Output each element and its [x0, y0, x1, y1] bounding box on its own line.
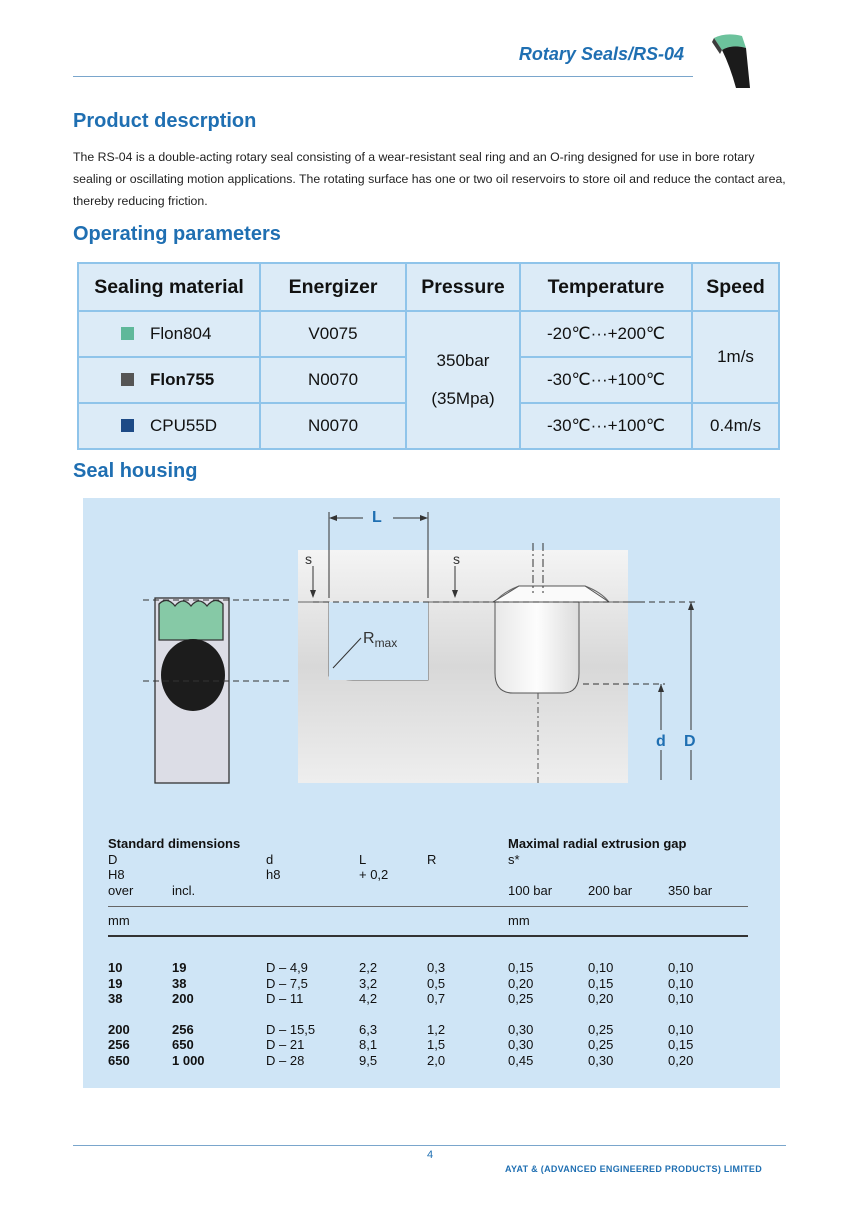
col-350bar: 350 bar [668, 883, 713, 898]
col-H8-label: H8 [108, 867, 125, 882]
pressure-value: 350bar [436, 351, 490, 370]
dim-cell-s-100bar: 0,25 [508, 991, 534, 1006]
col-pressure: Pressure [406, 263, 520, 311]
temperature-cell: -20℃···+200℃ [520, 311, 692, 357]
extrusion-gap-title: Maximal radial extrusion gap [508, 836, 687, 851]
col-incl-label: incl. [172, 883, 196, 898]
dim-cell-s-200bar: 0,20 [588, 991, 614, 1006]
dim-cell-d: D – 4,9 [266, 960, 308, 975]
dim-cell-s-100bar: 0,20 [508, 975, 534, 991]
dim-cell-incl: 38 [172, 975, 187, 991]
col-200bar: 200 bar [588, 883, 633, 898]
header-title: Rotary Seals/RS-04 [518, 44, 684, 64]
label-d: d [656, 733, 666, 750]
dim-cell-R: 1,5 [427, 1037, 446, 1052]
header-divider [73, 76, 693, 77]
material-name: Flon755 [150, 370, 215, 389]
label-s-right: s [453, 551, 460, 567]
seal-housing-panel [83, 498, 780, 1088]
housing-body [298, 543, 628, 783]
dim-cell-s-200bar: 0,10 [588, 960, 614, 975]
dim-cell-s-350bar: 0,10 [668, 991, 694, 1006]
dim-cell-incl: 19 [172, 960, 187, 975]
material-swatch-icon [121, 373, 134, 386]
seal-housing-heading: Seal housing [73, 460, 198, 482]
col-s-label: s* [508, 852, 520, 867]
dim-cell-R: 0,7 [427, 991, 446, 1006]
col-L-label: L [359, 852, 367, 867]
material-cell [78, 311, 260, 357]
label-s-left: s [305, 551, 312, 567]
material-cell [78, 403, 260, 449]
dim-cell-L: 3,2 [359, 975, 378, 991]
col-temperature: Temperature [520, 263, 692, 311]
dim-cell-d: D – 28 [266, 1052, 305, 1068]
col-L-tolerance: + 0,2 [359, 867, 389, 882]
dimensions-title: Standard dimensions [108, 836, 241, 851]
dim-cell-d: D – 11 [266, 991, 304, 1006]
dim-cell-R: 2,0 [427, 1052, 446, 1068]
dim-cell-s-350bar: 0,10 [668, 960, 694, 975]
label-D: D [684, 733, 696, 750]
dim-cell-s-350bar: 0,15 [668, 1037, 694, 1052]
dim-cell-over: 19 [108, 975, 123, 991]
dim-cell-incl: 1 000 [172, 1052, 205, 1068]
dim-cell-over: 38 [108, 991, 123, 1006]
dim-cell-over: 10 [108, 960, 123, 975]
dim-cell-L: 2,2 [359, 960, 378, 975]
col-sealing-material: Sealing material [78, 263, 260, 311]
material-cell [78, 357, 260, 403]
dim-cell-s-100bar: 0,45 [508, 1052, 534, 1068]
table-header-row [78, 263, 779, 311]
dim-cell-d: D – 21 [266, 1037, 305, 1052]
unit-mm-left: mm [108, 913, 130, 928]
company-name: AYAT & (ADVANCED ENGINEERED PRODUCTS) LIMITED [505, 1164, 763, 1174]
label-r-subscript: max [374, 636, 398, 650]
seal-profile-icon [706, 30, 756, 90]
energizer-cell: V0075 [260, 311, 406, 357]
material-name: Flon804 [150, 324, 212, 343]
material-name: CPU55D [150, 416, 218, 435]
label-L: L [372, 509, 382, 526]
col-speed: Speed [692, 263, 779, 311]
dim-cell-s-100bar: 0,30 [508, 1037, 534, 1052]
pressure-cell [406, 311, 520, 449]
col-energizer: Energizer [260, 263, 406, 311]
dim-cell-incl: 256 [172, 1021, 194, 1037]
dim-cell-s-200bar: 0,15 [588, 975, 614, 991]
dim-cell-s-100bar: 0,15 [508, 960, 534, 975]
dim-cell-over: 256 [108, 1037, 130, 1052]
unit-mm-right: mm [508, 913, 530, 928]
product-description-heading: Product descrption [73, 110, 257, 132]
temperature-cell: -30℃···+100℃ [520, 403, 692, 449]
divider [108, 906, 748, 907]
dim-cell-s-350bar: 0,10 [668, 975, 694, 991]
material-swatch-icon [121, 419, 134, 432]
col-h8-label: h8 [266, 867, 281, 882]
dim-cell-s-350bar: 0,20 [668, 1052, 694, 1068]
dim-cell-d: D – 7,5 [266, 975, 308, 991]
page-number: 4 [427, 1149, 434, 1161]
dim-cell-s-200bar: 0,25 [588, 1021, 614, 1037]
seal-cross-section [155, 598, 229, 783]
col-R-label: R [427, 852, 437, 867]
dim-cell-over: 650 [108, 1052, 130, 1068]
dim-cell-R: 0,5 [427, 975, 446, 991]
col-over-label: over [108, 883, 134, 898]
dim-cell-L: 4,2 [359, 991, 378, 1006]
table-row [78, 311, 779, 357]
divider [108, 935, 748, 937]
energizer-cell: N0070 [260, 403, 406, 449]
operating-parameters-table [77, 262, 780, 450]
dim-cell-L: 6,3 [359, 1021, 378, 1037]
energizer-cell: N0070 [260, 357, 406, 403]
col-D-label: D [108, 852, 118, 867]
label-r: R [363, 630, 375, 647]
dim-cell-R: 0,3 [427, 960, 446, 975]
pressure-mpa: (35Mpa) [431, 389, 495, 408]
speed-cell: 0.4m/s [692, 403, 779, 449]
dim-cell-s-350bar: 0,10 [668, 1021, 694, 1037]
dim-cell-incl: 200 [172, 991, 194, 1006]
dim-cell-d: D – 15,5 [266, 1021, 316, 1037]
operating-parameters-heading: Operating parameters [73, 223, 281, 245]
product-description-text: The RS-04 is a double-acting rotary seal consisting of a wear-resistant seal ring and an O-ring designed for use in bore rotary sealing or oscillating motion applications. The rotating surface has one or two oil reservoirs to store oil and reduce the contact area, thereby reducing friction. [73, 150, 786, 208]
dim-cell-L: 8,1 [359, 1037, 378, 1052]
dim-cell-s-100bar: 0,30 [508, 1021, 534, 1037]
dim-cell-s-200bar: 0,25 [588, 1037, 614, 1052]
dim-cell-L: 9,5 [359, 1052, 378, 1068]
dim-cell-s-200bar: 0,30 [588, 1052, 614, 1068]
col-d-label: d [266, 852, 274, 867]
speed-cell: 1m/s [692, 311, 779, 403]
seal-housing-drawing [83, 498, 780, 818]
col-100bar: 100 bar [508, 883, 553, 898]
footer-divider [73, 1145, 786, 1146]
dim-cell-incl: 650 [172, 1037, 194, 1052]
temperature-cell: -30℃···+100℃ [520, 357, 692, 403]
material-swatch-icon [121, 327, 134, 340]
dim-cell-R: 1,2 [427, 1021, 446, 1037]
dim-cell-over: 200 [108, 1021, 130, 1037]
